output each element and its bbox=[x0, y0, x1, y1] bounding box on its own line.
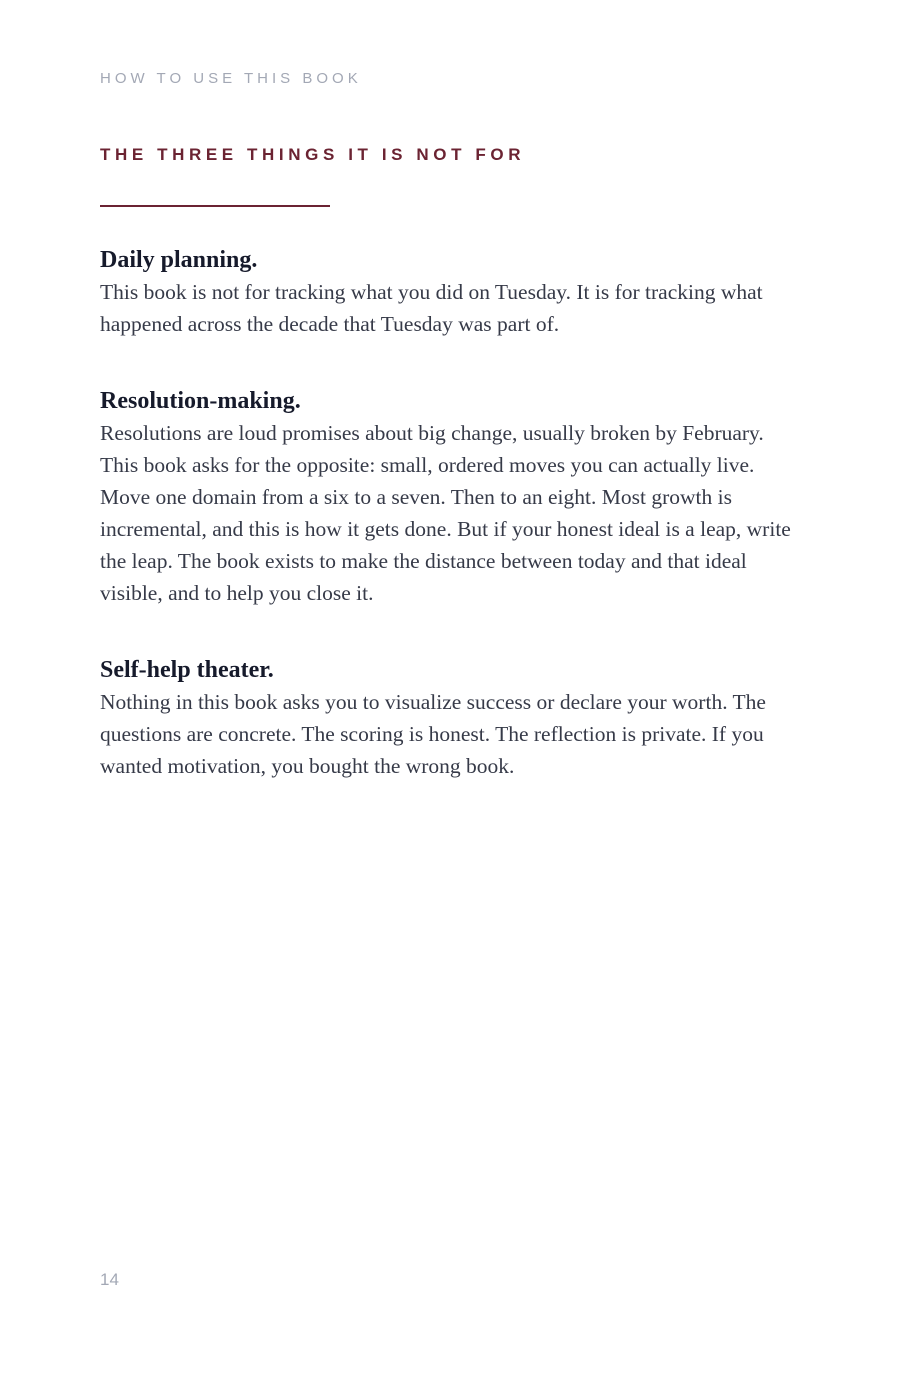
item-body: This book is not for tracking what you did on Tuesday. It is for tracking what happened across the decade that Tuesday was part of. bbox=[100, 280, 763, 336]
page-number: 14 bbox=[100, 1270, 119, 1289]
item-heading: Resolution-making. bbox=[100, 388, 301, 414]
title-underline-rule bbox=[100, 205, 330, 207]
item-body: Resolutions are loud promises about big change, usually broken by February. This book asks for the opposite: small, ordered moves you can actually live. Move one domain from a six to a seven. Then to an eight. Most growth is incremental, and this is how it gets done. But if your honest ideal is a leap, write the leap. The book exists to make the distance between today and that ideal visible, and to help you close it. bbox=[100, 421, 791, 605]
item-heading: Self-help theater. bbox=[100, 657, 274, 683]
item-heading: Daily planning. bbox=[100, 247, 258, 273]
list-item-self-help-theater bbox=[100, 654, 800, 782]
running-head: HOW TO USE THIS BOOK bbox=[100, 70, 362, 87]
list-item-resolution-making bbox=[100, 385, 800, 609]
items-list bbox=[100, 244, 800, 827]
section-title: THE THREE THINGS IT IS NOT FOR bbox=[100, 145, 526, 164]
list-item-daily-planning bbox=[100, 244, 800, 340]
item-body: Nothing in this book asks you to visualize success or declare your worth. The questions are concrete. The scoring is honest. The reflection is private. If you wanted motivation, you bought the wrong book. bbox=[100, 690, 766, 778]
